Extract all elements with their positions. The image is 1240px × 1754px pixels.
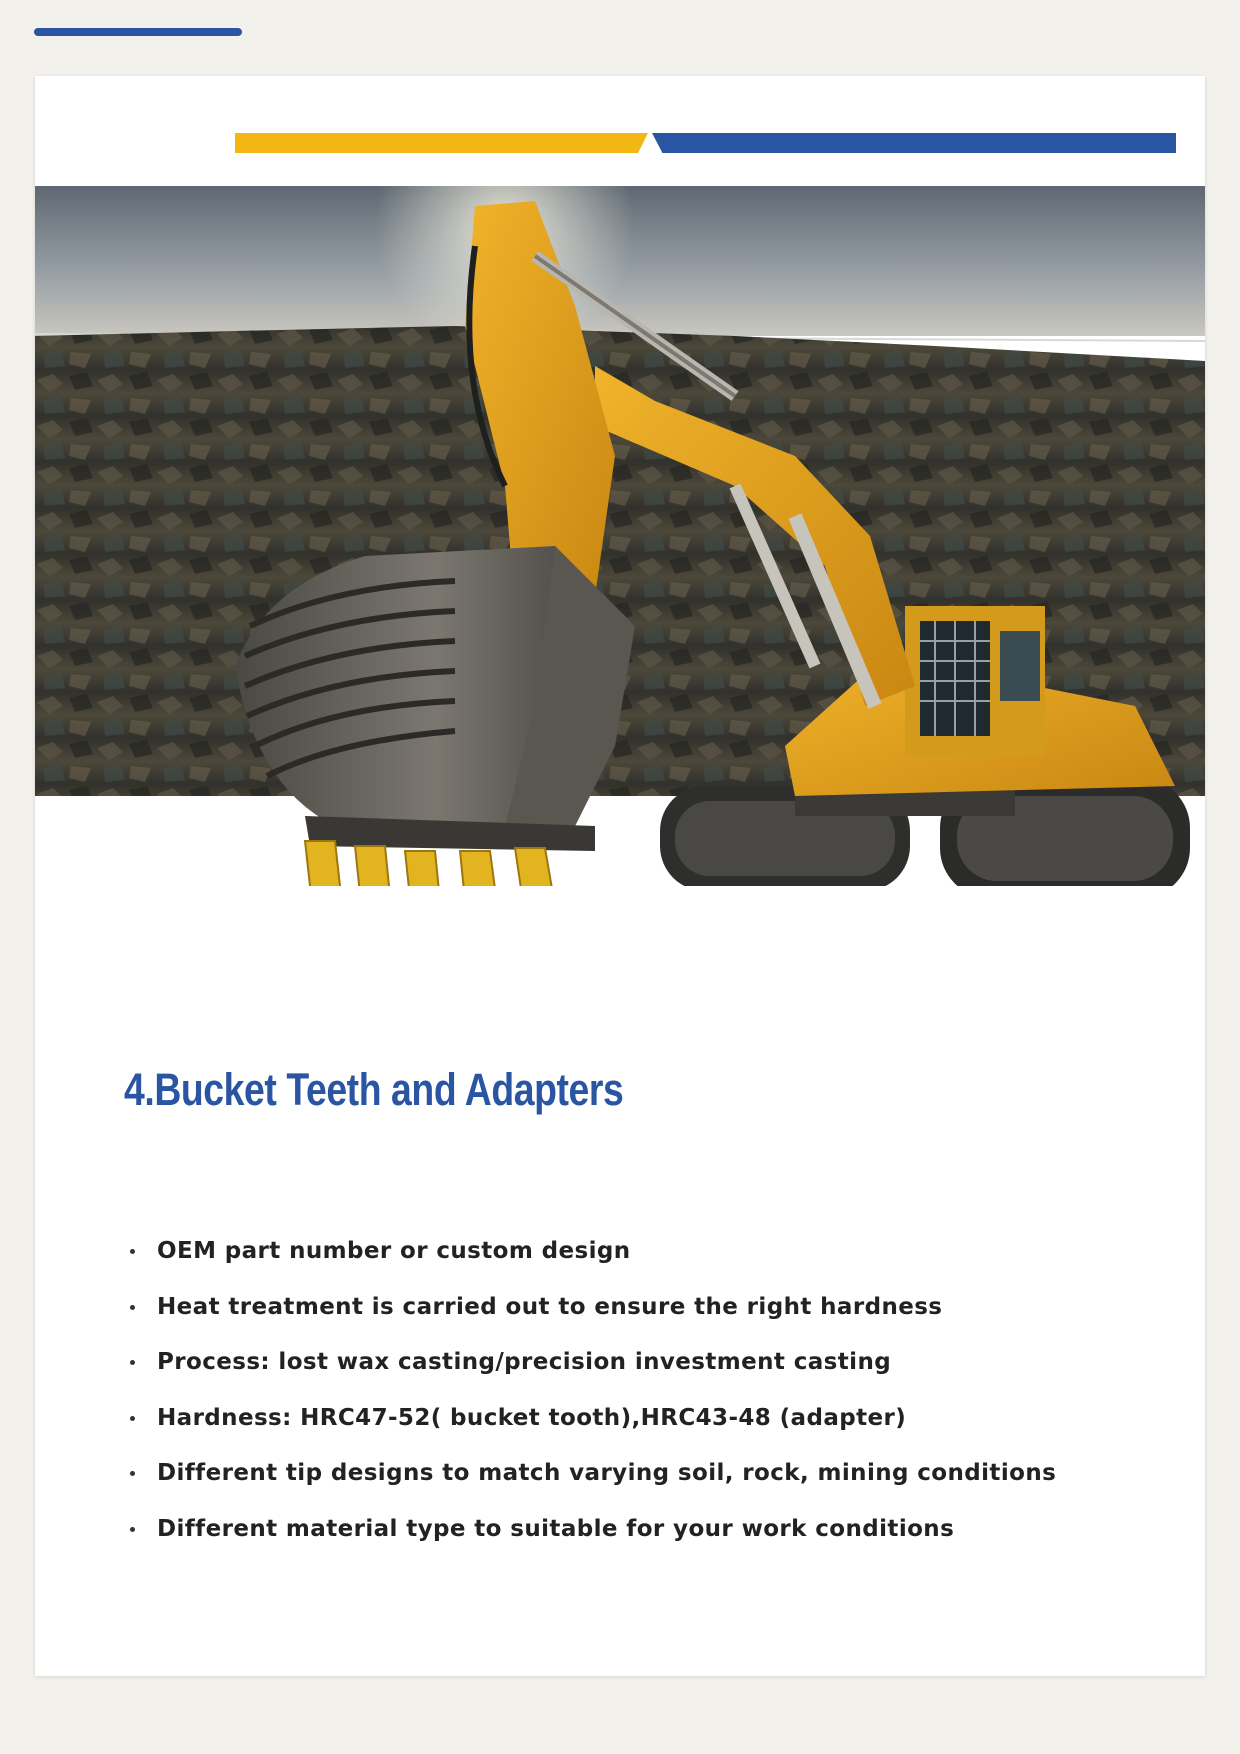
feature-item: Hardness: HRC47-52( bucket tooth),HRC43-48 (adapter) <box>130 1403 1150 1459</box>
feature-item: Process: lost wax casting/precision investment casting <box>130 1347 1150 1403</box>
header-stripe-blue <box>652 133 1176 153</box>
feature-item: Heat treatment is carried out to ensure the right hardness <box>130 1292 1150 1348</box>
excavator-hero-image <box>35 186 1205 886</box>
feature-item: Different tip designs to match varying soil, rock, mining conditions <box>130 1458 1150 1514</box>
brochure-page <box>35 76 1205 1676</box>
top-accent-bar <box>34 28 242 36</box>
feature-list <box>130 1236 1150 1569</box>
header-stripe-yellow <box>235 133 648 153</box>
feature-item: Different material type to suitable for your work conditions <box>130 1514 1150 1570</box>
page-title: 4.Bucket Teeth and Adapters <box>124 1064 624 1115</box>
feature-item: OEM part number or custom design <box>130 1236 1150 1292</box>
